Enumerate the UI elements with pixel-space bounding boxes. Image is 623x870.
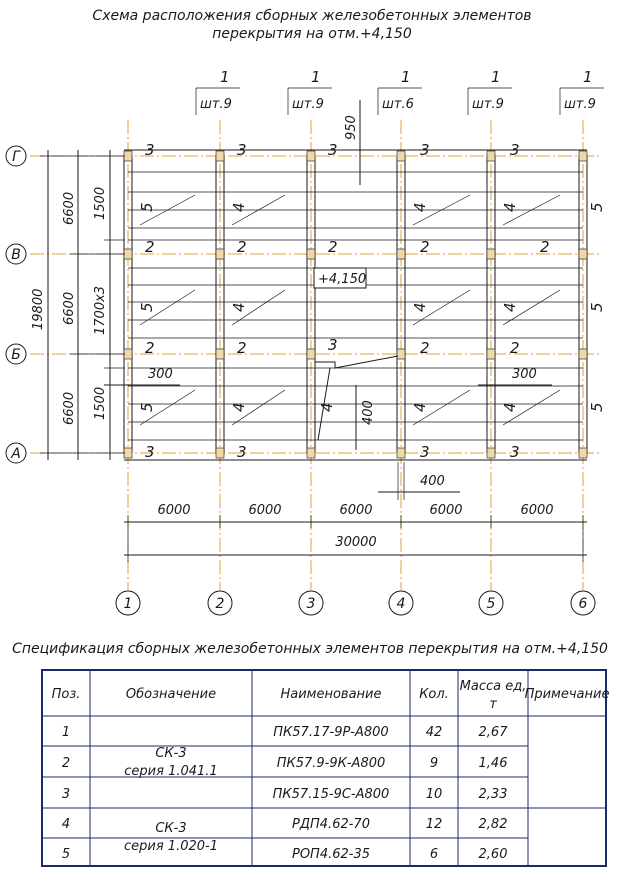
svg-text:2: 2	[510, 339, 520, 357]
elevation-label: +4,150	[318, 272, 367, 287]
group1-line1: СК-3	[155, 746, 187, 761]
row-axis-bubbles	[6, 146, 26, 463]
dim-left-bay-1: 6600	[62, 191, 77, 225]
svg-text:1: 1	[61, 725, 71, 740]
svg-text:1: 1	[401, 68, 411, 86]
drawing-title-line1: Схема расположения сборных железобетонных элементов	[92, 8, 532, 24]
dim-left-bay-2: 6600	[62, 291, 77, 325]
svg-text:2,67: 2,67	[478, 725, 508, 740]
dim-400-vertical: 400	[361, 400, 376, 425]
position-leaders	[140, 195, 560, 425]
svg-text:1: 1	[220, 68, 230, 86]
svg-text:2: 2	[237, 339, 247, 357]
svg-text:3: 3	[420, 443, 430, 461]
dim-left-inner-3: 1500	[93, 386, 108, 420]
svg-text:42: 42	[425, 725, 443, 740]
left-dimensions	[40, 150, 125, 460]
svg-text:2: 2	[540, 238, 550, 256]
svg-text:2: 2	[420, 238, 430, 256]
dim-400-horizontal: 400	[420, 474, 445, 489]
svg-text:2: 2	[145, 238, 155, 256]
dim-bottom-total: 30000	[335, 535, 377, 550]
svg-text:2: 2	[420, 339, 430, 357]
svg-text:5: 5	[588, 302, 606, 312]
axis-col-2: 2	[215, 596, 225, 612]
top-mark-3	[378, 68, 422, 115]
svg-text:5: 5	[138, 402, 156, 412]
axis-row-v: В	[11, 247, 21, 263]
group1-line2: серия 1.041.1	[124, 764, 218, 779]
svg-text:5: 5	[588, 402, 606, 412]
svg-text:3: 3	[328, 336, 338, 354]
svg-text:4: 4	[411, 402, 429, 412]
svg-text:4: 4	[501, 302, 519, 312]
axis-col-3: 3	[306, 596, 316, 612]
drawing-title-line2: перекрытия на отм.+4,150	[212, 26, 412, 42]
axis-col-5: 5	[486, 596, 496, 612]
svg-text:5: 5	[138, 302, 156, 312]
svg-text:3: 3	[510, 443, 520, 461]
spec-title: Спецификация сборных железобетонных элементов перекрытия на отм.+4,150	[12, 641, 608, 657]
svg-text:1: 1	[491, 68, 501, 86]
svg-text:1,46: 1,46	[478, 756, 508, 771]
svg-text:2,33: 2,33	[478, 787, 508, 802]
svg-text:2,82: 2,82	[478, 817, 508, 832]
svg-text:РОП4.62-35: РОП4.62-35	[291, 847, 371, 862]
svg-text:4: 4	[230, 302, 248, 312]
dim-left-total: 19800	[31, 288, 46, 330]
dim-bottom-bay-3: 6000	[339, 503, 373, 518]
axis-row-b: Б	[11, 347, 21, 363]
svg-text:4: 4	[230, 202, 248, 212]
dim-300-left: 300	[148, 367, 173, 382]
axis-col-4: 4	[396, 596, 406, 612]
axis-row-g: Г	[12, 149, 20, 165]
spec-row-3	[62, 787, 508, 802]
svg-text:4: 4	[61, 817, 71, 832]
th-designation: Обозначение	[125, 687, 217, 702]
dim-bottom-bay-1: 6000	[157, 503, 191, 518]
svg-text:2,60: 2,60	[478, 847, 508, 862]
svg-text:10: 10	[425, 787, 443, 802]
svg-text:2: 2	[328, 238, 338, 256]
svg-text:ПК57.15-9С-А800: ПК57.15-9С-А800	[272, 787, 390, 802]
svg-text:4: 4	[411, 302, 429, 312]
axis-col-6: 6	[578, 596, 588, 612]
svg-text:2: 2	[61, 756, 71, 771]
th-qty: Кол.	[419, 687, 449, 702]
dim-bottom-bay-2: 6000	[248, 503, 282, 518]
svg-text:ПК57.17-9Р-А800: ПК57.17-9Р-А800	[273, 725, 389, 740]
svg-text:3: 3	[145, 141, 155, 159]
top-mark-2	[288, 68, 332, 115]
svg-text:ПК57.9-9К-А800: ПК57.9-9К-А800	[276, 756, 386, 771]
svg-text:9: 9	[429, 756, 439, 771]
svg-text:5: 5	[588, 202, 606, 212]
svg-text:3: 3	[145, 443, 155, 461]
svg-text:5: 5	[138, 202, 156, 212]
svg-text:3: 3	[61, 787, 71, 802]
th-mass-line1: Масса ед,	[459, 679, 527, 694]
dim-left-inner-2: 1700х3	[93, 285, 108, 335]
svg-text:шт.6: шт.6	[382, 97, 414, 112]
th-note: Примечание	[524, 687, 610, 702]
svg-text:4: 4	[411, 202, 429, 212]
dim-950: 950	[344, 115, 359, 140]
top-mark-4	[468, 68, 512, 115]
svg-text:шт.9: шт.9	[200, 97, 232, 112]
th-name: Наименование	[280, 687, 382, 702]
spec-row-4	[62, 817, 508, 832]
dim-left-inner-1: 1500	[93, 186, 108, 220]
svg-text:4: 4	[501, 202, 519, 212]
axis-row-a: А	[11, 446, 21, 462]
axis-col-1: 1	[123, 596, 133, 612]
svg-text:шт.9: шт.9	[292, 97, 324, 112]
svg-text:РДП4.62-70: РДП4.62-70	[292, 817, 370, 832]
svg-text:2: 2	[145, 339, 155, 357]
top-mark-5	[560, 68, 604, 115]
svg-text:шт.9: шт.9	[472, 97, 504, 112]
svg-text:3: 3	[510, 141, 520, 159]
svg-text:1: 1	[311, 68, 321, 86]
svg-text:3: 3	[237, 443, 247, 461]
svg-text:4: 4	[230, 402, 248, 412]
group2-line2: серия 1.020-1	[124, 839, 218, 854]
top-mark-1	[196, 68, 240, 115]
svg-text:4: 4	[318, 402, 336, 412]
dim-bottom-bay-5: 6000	[520, 503, 554, 518]
dim-left-bay-3: 6600	[62, 391, 77, 425]
svg-text:1: 1	[583, 68, 593, 86]
dim-300-right: 300	[512, 367, 537, 382]
dim-bottom-bay-4: 6000	[429, 503, 463, 518]
th-pos: Поз.	[51, 687, 81, 702]
svg-text:шт.9: шт.9	[564, 97, 596, 112]
svg-text:3: 3	[328, 141, 338, 159]
svg-text:2: 2	[237, 238, 247, 256]
group2-line1: СК-3	[155, 821, 187, 836]
spec-row-1	[62, 725, 508, 740]
svg-text:4: 4	[501, 402, 519, 412]
svg-text:6: 6	[429, 847, 439, 862]
th-mass-line2: т	[489, 697, 497, 712]
svg-text:12: 12	[425, 817, 443, 832]
svg-text:3: 3	[420, 141, 430, 159]
svg-text:3: 3	[237, 141, 247, 159]
column-axis-bubbles	[116, 591, 595, 615]
svg-text:5: 5	[61, 847, 71, 862]
